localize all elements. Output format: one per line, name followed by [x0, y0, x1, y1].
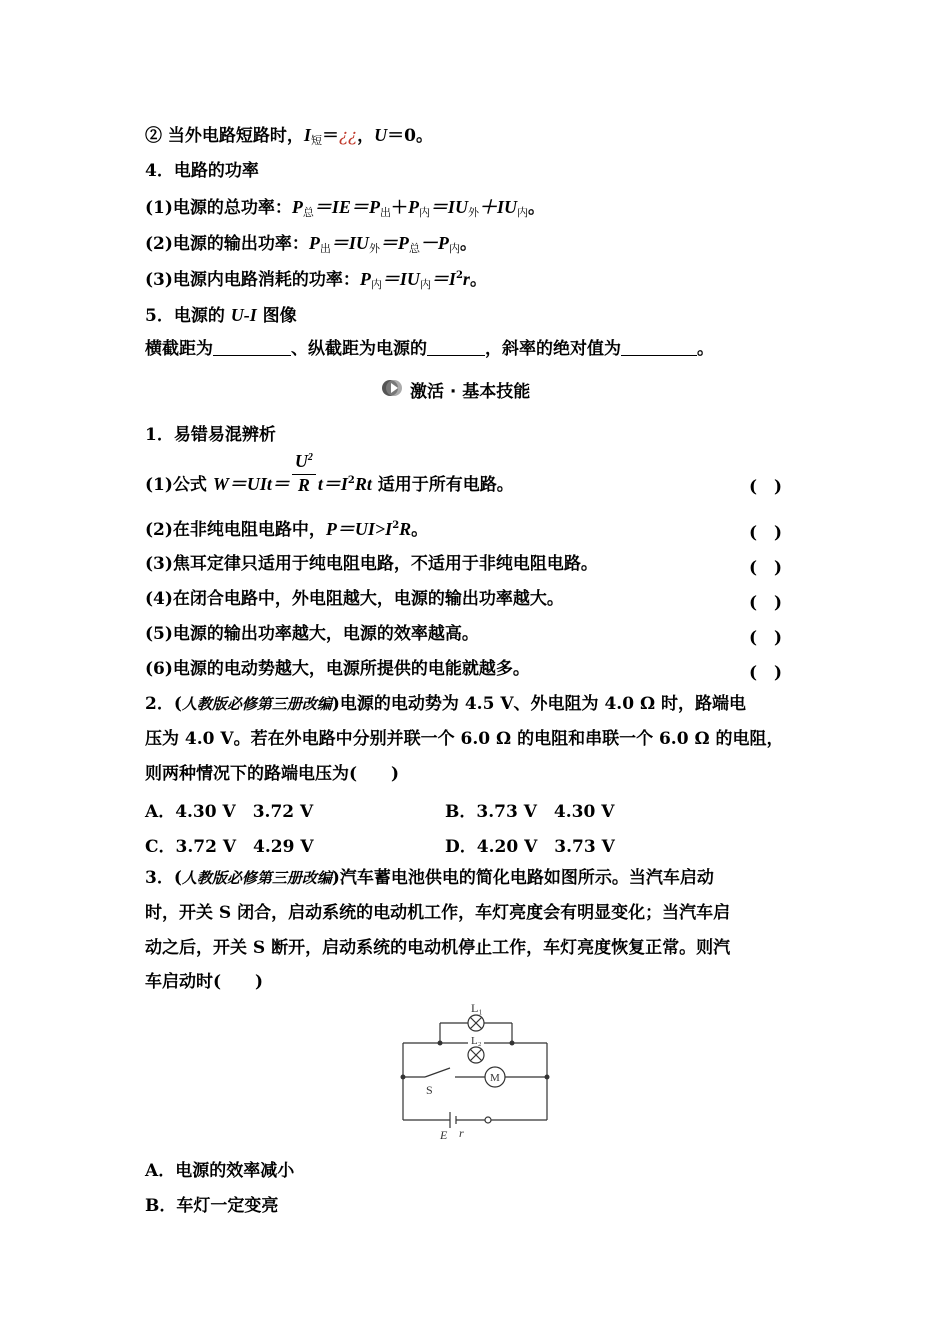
- source-note: 人教版必修第三册改编: [181, 695, 332, 713]
- play-icon: [381, 377, 403, 399]
- circuit-diagram: [395, 1000, 555, 1145]
- source-note: 人教版必修第三册改编: [181, 869, 332, 887]
- blank-3[interactable]: [621, 339, 697, 356]
- q2-line-1: 2．(人教版必修第三册改编)电源的电动势为 4.5 V、外电阻为 4.0 Ω 时，路端电: [145, 694, 746, 714]
- q1-item-1: (1)公式 W＝UIt＝ $\frac{U^2}{R}$ $t=I^2Rt$ 适用于所有电路。: [145, 451, 514, 495]
- fill-blank-line: 横截距为 、纵截距为电源的 ，斜率的绝对值为 。: [145, 339, 714, 359]
- label-m: M: [490, 1072, 500, 1084]
- label-e: E: [440, 1128, 448, 1142]
- power-output-line: (2)电源的输出功率：P出＝IU外＝P总－P内。: [145, 233, 477, 255]
- answer-paren-3[interactable]: ( ): [749, 558, 783, 578]
- q2-option-a[interactable]: A．4.30 V 3.72 V: [145, 802, 314, 822]
- heading-power: 4．电路的功率: [145, 161, 259, 181]
- q3-option-a[interactable]: A．电源的效率减小: [145, 1161, 295, 1181]
- q2-line-2: 压为 4.0 V。若在外电路中分别并联一个 6.0 Ω 的电阻和串联一个 6.0 Ω 的电阻，: [145, 729, 784, 749]
- q1-item-3: (3)焦耳定律只适用于纯电阻电路，不适用于非纯电阻电路。: [145, 554, 598, 574]
- q3-line-2: 时，开关 S 闭合，启动系统的电动机工作，车灯亮度会有明显变化；当汽车启: [145, 903, 731, 923]
- q3-option-b[interactable]: B．车灯一定变亮: [145, 1196, 279, 1216]
- section-title: 激活 · 基本技能: [410, 382, 531, 402]
- q2-option-d[interactable]: D．4.20 V 3.73 V: [445, 837, 615, 857]
- q3-line-4: 车启动时( ): [145, 972, 264, 992]
- q1-item-5: (5)电源的输出功率越大，电源的效率越高。: [145, 624, 479, 644]
- power-internal-line: (3)电源内电路消耗的功率：P内＝IU内$=I^2r$。: [145, 269, 487, 291]
- q2-line-3: 则两种情况下的路端电压为( ): [145, 764, 400, 784]
- q3-line-1: 3．(人教版必修第三册改编)汽车蓄电池供电的简化电路如图所示。当汽车启动: [145, 868, 714, 888]
- answer-paren-1[interactable]: ( ): [749, 477, 783, 497]
- label-s: S: [426, 1083, 433, 1097]
- answer-paren-2[interactable]: ( ): [749, 523, 783, 543]
- answer-paren-5[interactable]: ( ): [749, 628, 783, 648]
- label-l2: L₂: [471, 1035, 482, 1047]
- heading-ui-graph: 5．电源的 U-I 图像: [145, 305, 297, 326]
- q2-option-c[interactable]: C．3.72 V 4.29 V: [145, 837, 314, 857]
- fraction: $\frac{U^2}{R}$: [292, 452, 316, 495]
- q1-title: 1．易错易混辨析: [145, 425, 276, 445]
- power-total-line: (1)电源的总功率：P总＝IE＝P出＋P内＝IU外＋IU内。: [145, 197, 545, 219]
- q1-item-6: (6)电源的电动势越大，电源所提供的电能就越多。: [145, 659, 530, 679]
- q3-line-3: 动之后，开关 S 断开，启动系统的电动机停止工作，车灯亮度恢复正常。则汽: [145, 938, 731, 958]
- q1-item-4: (4)在闭合电路中，外电阻越大，电源的输出功率越大。: [145, 589, 564, 609]
- q2-option-b[interactable]: B．3.73 V 4.30 V: [445, 802, 615, 822]
- q1-item-2: (2)在非纯电阻电路中，$P=UI>I^2R$。: [145, 519, 429, 540]
- label-l1: L₁: [471, 1001, 483, 1015]
- label-r: r: [459, 1126, 464, 1140]
- answer-paren-6[interactable]: ( ): [749, 663, 783, 683]
- blank-2[interactable]: [427, 339, 485, 356]
- answer-paren-4[interactable]: ( ): [749, 593, 783, 613]
- garbled-glyph: ¿¿: [338, 126, 358, 146]
- short-circuit-line: ② 当外电路短路时，I短＝¿¿，U＝0。: [145, 125, 434, 147]
- blank-1[interactable]: [213, 339, 291, 356]
